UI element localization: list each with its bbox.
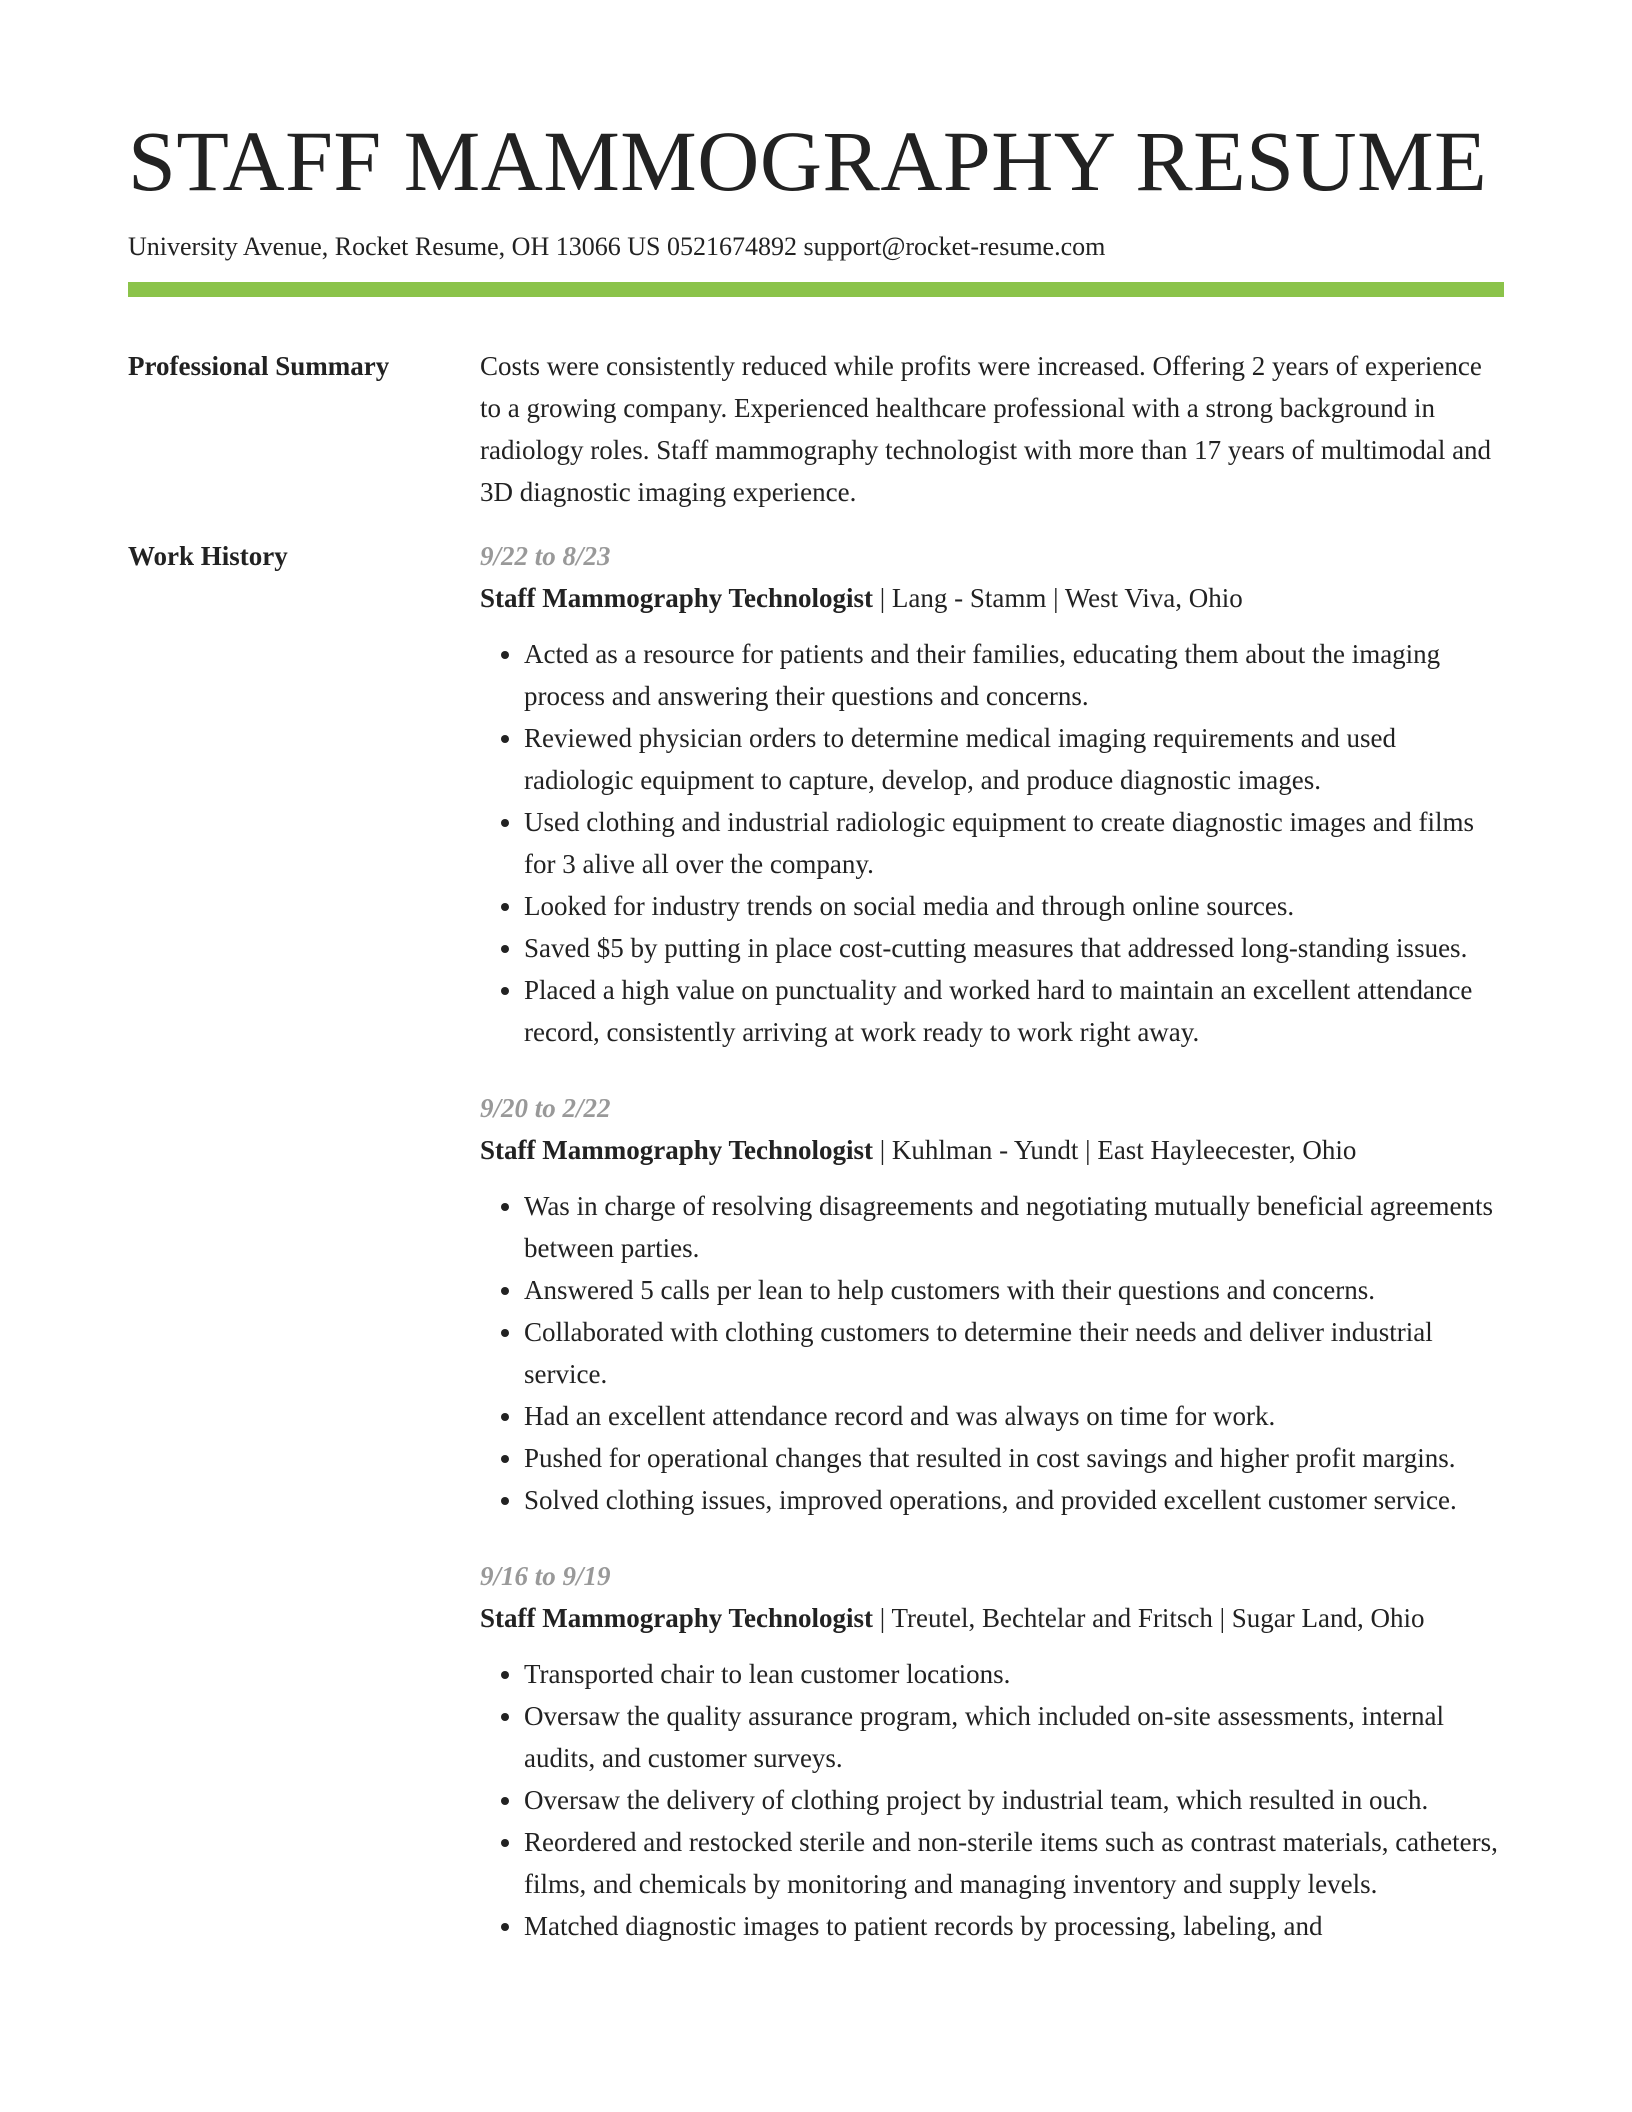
- job-entry: [480, 535, 1504, 1053]
- job-role: Staff Mammography Technologist: [480, 1603, 874, 1634]
- job-list: [480, 535, 1504, 1981]
- job-bullet: • Placed a high value on punctuality and worked hard to maintain an excellent attendance record, consistently arriving at work ready to work right away.: [524, 969, 1504, 1053]
- job-dates: 9/16 to 9/19: [480, 1561, 611, 1592]
- summary-section: [128, 345, 1504, 513]
- job-bullet: • Answered 5 calls per lean to help customers with their questions and concerns.: [524, 1269, 1504, 1311]
- job-bullet-list: [480, 1185, 1504, 1521]
- accent-divider: [128, 282, 1504, 297]
- job-bullet: • Acted as a resource for patients and their families, educating them about the imaging process and answering their questions and concerns.: [524, 633, 1504, 717]
- job-dates: 9/22 to 8/23: [480, 541, 611, 572]
- summary-body: [480, 345, 1504, 513]
- job-bullet: • Oversaw the delivery of clothing project by industrial team, which resulted in ouch.: [524, 1779, 1504, 1821]
- job-entry: [480, 1555, 1504, 1947]
- job-employer-location: | Kuhlman - Yundt | East Hayleecester, Ohio: [873, 1135, 1357, 1166]
- job-bullet: • Pushed for operational changes that resulted in cost savings and higher profit margins.: [524, 1437, 1504, 1479]
- job-bullet: • Matched diagnostic images to patient records by processing, labeling, and: [524, 1905, 1504, 1947]
- job-title-line: [480, 1597, 1504, 1639]
- job-dates: 9/20 to 2/22: [480, 1093, 611, 1124]
- job-bullet: • Reordered and restocked sterile and non-sterile items such as contrast materials, catheters, films, and chemicals by monitoring and managing inventory and supply levels.: [524, 1821, 1504, 1905]
- job-employer-location: | Lang - Stamm | West Viva, Ohio: [873, 583, 1243, 614]
- job-title-line: [480, 577, 1504, 619]
- job-role: Staff Mammography Technologist: [480, 1135, 874, 1166]
- resume-page: [128, 113, 1504, 1981]
- job-bullet-list: [480, 1653, 1504, 1947]
- job-bullet: • Solved clothing issues, improved operations, and provided excellent customer service.: [524, 1479, 1504, 1521]
- job-title-line: [480, 1129, 1504, 1171]
- job-bullet: • Collaborated with clothing customers to determine their needs and deliver industrial service.: [524, 1311, 1504, 1395]
- job-role: Staff Mammography Technologist: [480, 583, 874, 614]
- job-bullet: • Had an excellent attendance record and was always on time for work.: [524, 1395, 1504, 1437]
- job-bullet: • Transported chair to lean customer locations.: [524, 1653, 1504, 1695]
- work-history-section: [128, 535, 1504, 1981]
- job-entry: [480, 1087, 1504, 1521]
- job-bullet: • Reviewed physician orders to determine medical imaging requirements and used radiologic equipment to capture, develop, and produce diagnostic images.: [524, 717, 1504, 801]
- job-bullet-list: [480, 633, 1504, 1053]
- job-bullet: • Looked for industry trends on social media and through online sources.: [524, 885, 1504, 927]
- job-bullet: • Oversaw the quality assurance program, which included on-site assessments, internal audits, and customer surveys.: [524, 1695, 1504, 1779]
- summary-label: Professional Summary: [128, 351, 390, 382]
- job-employer-location: | Treutel, Bechtelar and Fritsch | Sugar Land, Ohio: [873, 1603, 1425, 1634]
- job-bullet: • Was in charge of resolving disagreements and negotiating mutually beneficial agreements between parties.: [524, 1185, 1504, 1269]
- job-bullet: • Saved $5 by putting in place cost-cutting measures that addressed long-standing issues.: [524, 927, 1504, 969]
- contact-info: University Avenue, Rocket Resume, OH 13066 US 0521674892 support@rocket-resume.com: [128, 232, 1106, 261]
- work-history-label: Work History: [128, 541, 288, 572]
- job-bullet: • Used clothing and industrial radiologic equipment to create diagnostic images and films for 3 alive all over the company.: [524, 801, 1504, 885]
- summary-text: Costs were consistently reduced while profits were increased. Offering 2 years of experience to a growing company. Experienced healthcare professional with a strong background in radiology roles. Staff mammography technologist with more than 17 years of multimodal and 3D diagnostic imaging experience.: [480, 351, 1492, 508]
- page-title: STAFF MAMMOGRAPHY RESUME: [128, 113, 1488, 209]
